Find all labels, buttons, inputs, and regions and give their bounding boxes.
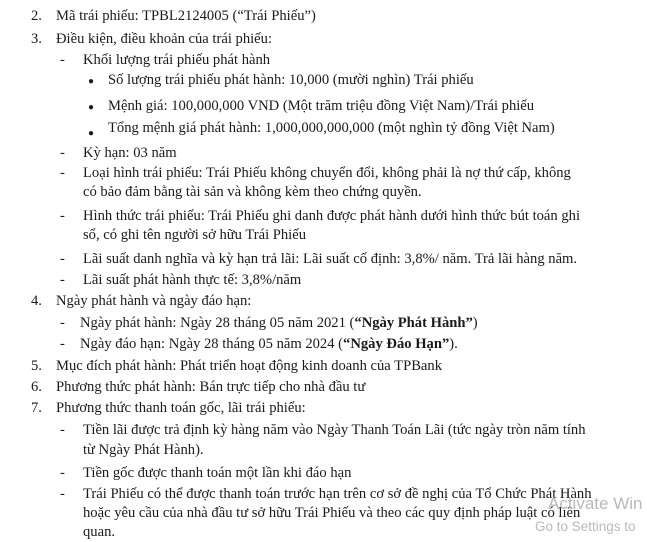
early-redemption-line: Trái Phiếu có thể được thanh toán trước hạn trên cơ sở đề nghị của Tổ Chức Phát Hành — [83, 486, 592, 502]
early-redemption-line: quan. — [83, 524, 116, 540]
dash-marker: - — [60, 145, 65, 161]
section-heading: Điều kiện, điều khoản của trái phiếu: — [56, 31, 272, 47]
early-redemption-line: hoặc yêu cầu của nhà đầu tư sở hữu Trái Phiếu và theo các quy định pháp luật có liên — [83, 505, 581, 521]
interest-payment-line: Tiền lãi được trả định kỳ hàng năm vào Ngày Thanh Toán Lãi (tức ngày tròn năm tính — [83, 422, 586, 438]
section-number: 5. — [31, 358, 42, 374]
issue-date-term: “Ngày Phát Hành” — [354, 315, 473, 331]
principal-payment-line: Tiền gốc được thanh toán một lần khi đáo hạn — [83, 465, 352, 481]
section-number: 3. — [31, 31, 42, 47]
issuance-method-line: Phương thức phát hành: Bán trực tiếp cho nhà đầu tư — [56, 379, 366, 395]
bond-code-line: Mã trái phiếu: TPBL2124005 (“Trái Phiếu”) — [56, 8, 316, 24]
par-value-line: Mệnh giá: 100,000,000 VND (Một trăm triệu đồng Việt Nam)/Trái phiếu — [108, 98, 535, 114]
bullet-icon: ● — [88, 128, 95, 139]
issue-date-line — [80, 313, 478, 333]
section-number: 2. — [31, 8, 42, 24]
quantity-line: Số lượng trái phiếu phát hành: 10,000 (mười nghìn) Trái phiếu — [108, 72, 474, 88]
bond-type-line: có bảo đảm bằng tài sản và không kèm theo chứng quyền. — [83, 184, 422, 200]
section-number: 6. — [31, 379, 42, 395]
section-heading: Phương thức thanh toán gốc, lãi trái phiếu: — [56, 400, 306, 416]
bullet-icon: ● — [88, 102, 95, 113]
dash-marker: - — [60, 336, 65, 352]
section-number: 4. — [31, 293, 42, 309]
dash-marker: - — [60, 422, 65, 438]
dash-marker: - — [60, 486, 65, 502]
section-heading: Ngày phát hành và ngày đáo hạn: — [56, 293, 252, 309]
volume-heading: Khối lượng trái phiếu phát hành — [83, 52, 271, 68]
dash-marker: - — [60, 315, 65, 331]
bullet-icon: ● — [88, 76, 95, 87]
dash-marker: - — [60, 465, 65, 481]
dash-marker: - — [60, 165, 65, 181]
bond-type-line: Loại hình trái phiếu: Trái Phiếu không chuyển đổi, không phải là nợ thứ cấp, không — [83, 165, 571, 181]
maturity-date-term: “Ngày Đáo Hạn” — [343, 336, 450, 352]
issue-date-close: ) — [472, 315, 478, 331]
issue-date-text: Ngày phát hành: Ngày 28 tháng 05 năm 2021 ( — [80, 315, 355, 331]
purpose-line: Mục đích phát hành: Phát triển hoạt động kinh doanh của TPBank — [56, 358, 442, 374]
maturity-date-line — [80, 334, 458, 354]
dash-marker: - — [60, 208, 65, 224]
total-value-line: Tổng mệnh giá phát hành: 1,000,000,000,000 (một nghìn tỷ đồng Việt Nam) — [108, 120, 555, 136]
activation-watermark-subtitle: Go to Settings to — [535, 519, 636, 534]
maturity-date-text: Ngày đáo hạn: Ngày 28 tháng 05 năm 2024 ( — [80, 336, 344, 352]
section-number: 7. — [31, 400, 42, 416]
dash-marker: - — [60, 272, 65, 288]
actual-rate-line: Lãi suất phát hành thực tế: 3,8%/năm — [83, 272, 302, 288]
dash-marker: - — [60, 251, 65, 267]
dash-marker: - — [60, 52, 65, 68]
interest-line: Lãi suất danh nghĩa và kỳ hạn trả lãi: Lãi suất cố định: 3,8%/ năm. Trả lãi hàng năm. — [83, 251, 578, 267]
term-line: Kỳ hạn: 03 năm — [83, 145, 177, 161]
maturity-date-close: ). — [449, 336, 458, 352]
interest-payment-line: từ Ngày Phát Hành). — [83, 442, 204, 458]
activation-watermark-title: Activate Win — [548, 494, 643, 513]
bond-form-line: Hình thức trái phiếu: Trái Phiếu ghi danh được phát hành dưới hình thức bút toán ghi — [83, 208, 580, 224]
bond-form-line: sổ, có ghi tên người sở hữu Trái Phiếu — [83, 227, 307, 243]
